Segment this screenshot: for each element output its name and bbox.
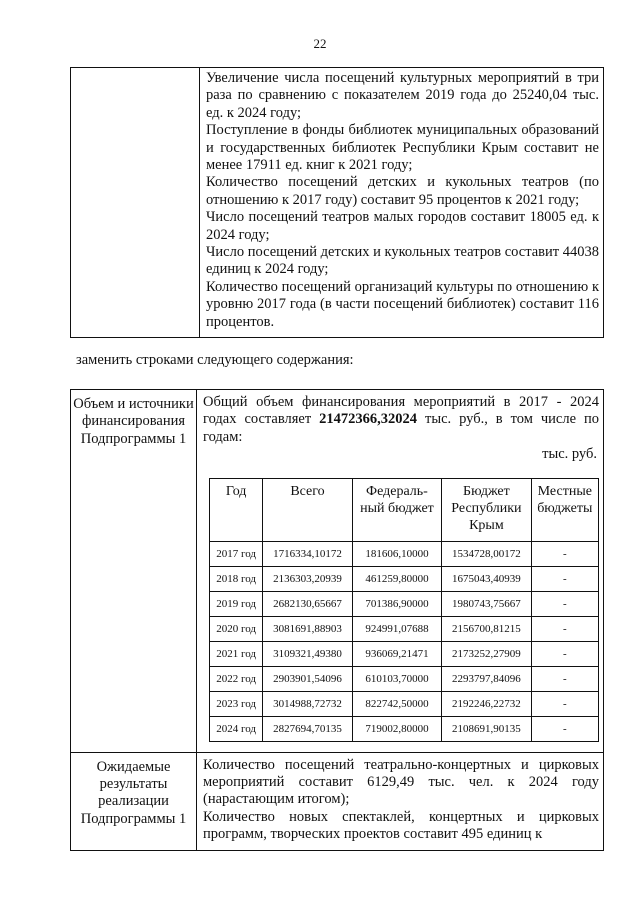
total-cell: 3081691,88903 <box>263 616 352 641</box>
previous-rows-table <box>70 67 604 338</box>
old-result-paragraph: Количество посещений детских и кукольных театров (по отношению к 2017 году) составит 95 процентов к 2021 году; <box>206 174 599 208</box>
local-cell: - <box>531 691 598 716</box>
total-cell: 3109321,49380 <box>263 641 352 666</box>
financing-table-body <box>210 541 599 741</box>
old-result-paragraph: Число посещений театров малых городов составит 18005 ед. к 2024 году; <box>206 209 599 243</box>
local-cell: - <box>531 641 598 666</box>
financing-table <box>209 478 599 742</box>
republic-cell: 2156700,81215 <box>442 616 531 641</box>
table-row <box>210 716 599 741</box>
federal-cell: 719002,80000 <box>352 716 441 741</box>
empty-label-cell <box>71 68 200 338</box>
old-result-paragraph: Увеличение числа посещений культурных мероприятий в три раза по сравнению с показателем 2019 года до 25240,04 тыс. ед. к 2024 году; <box>206 70 599 121</box>
local-cell: - <box>531 591 598 616</box>
local-cell: - <box>531 666 598 691</box>
federal-cell: 822742,50000 <box>352 691 441 716</box>
local-cell: - <box>531 566 598 591</box>
federal-cell: 924991,07688 <box>352 616 441 641</box>
table-row <box>210 641 599 666</box>
total-cell: 2682130,65667 <box>263 591 352 616</box>
financing-cell <box>197 390 604 753</box>
header-local: Местные бюджеты <box>531 478 598 541</box>
local-cell: - <box>531 616 598 641</box>
republic-cell: 1675043,40939 <box>442 566 531 591</box>
financing-label: Объем и источники финансирования Подпрограммы 1 <box>71 390 197 753</box>
table-row <box>210 541 599 566</box>
financing-text-before: Общий объем финансирования мероприятий в 2017 - 2024 годах составляет <box>203 394 599 428</box>
republic-cell: 2293797,84096 <box>442 666 531 691</box>
federal-cell: 610103,70000 <box>352 666 441 691</box>
year-cell: 2017 год <box>210 541 263 566</box>
table-row <box>210 566 599 591</box>
financing-total: 21472366,32024 <box>319 411 418 428</box>
new-rows-table <box>70 389 604 851</box>
old-result-paragraph: Поступление в фонды библиотек муниципальных образований и государственных библиотек Республики Крым составит не менее 17911 ед. книг к 2021 году; <box>206 122 599 174</box>
year-cell: 2024 год <box>210 716 263 741</box>
table-row <box>210 616 599 641</box>
table-row <box>210 591 599 616</box>
header-republic: Бюджет Республики Крым <box>442 478 531 541</box>
result-paragraph: Количество новых спектаклей, концертных и цирковых программ, творческих проектов составит 495 единиц к <box>203 808 599 843</box>
republic-cell: 2108691,90135 <box>442 716 531 741</box>
old-result-paragraph: Количество посещений организаций культуры по отношению к уровню 2017 года (в части посещений библиотек) составит 116 процентов. <box>206 278 599 330</box>
header-year: Год <box>210 478 263 541</box>
expected-results-old-cell <box>200 68 604 338</box>
local-cell: - <box>531 716 598 741</box>
total-cell: 2827694,70135 <box>263 716 352 741</box>
year-cell: 2021 год <box>210 641 263 666</box>
financing-text <box>203 394 599 446</box>
old-result-paragraph: Число посещений детских и кукольных театров составит 44038 единиц к 2024 году; <box>206 244 599 278</box>
table-row <box>210 691 599 716</box>
republic-cell: 2173252,27909 <box>442 641 531 666</box>
result-paragraph: Количество посещений театрально-концертных и цирковых мероприятий составит 6129,49 тыс. чел. к 2024 году (нарастающим итогом); <box>203 756 599 808</box>
total-cell: 3014988,72732 <box>263 691 352 716</box>
total-cell: 2136303,20939 <box>263 566 352 591</box>
year-cell: 2023 год <box>210 691 263 716</box>
year-cell: 2020 год <box>210 616 263 641</box>
republic-cell: 1980743,75667 <box>442 591 531 616</box>
financing-text-after: тыс. руб., в том числе по годам: <box>203 411 599 445</box>
financing-unit: тыс. руб. <box>542 446 597 463</box>
replacement-intro: заменить строками следующего содержания: <box>76 352 354 368</box>
year-cell: 2018 год <box>210 566 263 591</box>
local-cell: - <box>531 541 598 566</box>
results-label: Ожидаемые результаты реализации Подпрограммы 1 <box>71 752 197 850</box>
republic-cell: 1534728,00172 <box>442 541 531 566</box>
republic-cell: 2192246,22732 <box>442 691 531 716</box>
federal-cell: 461259,80000 <box>352 566 441 591</box>
financing-table-header <box>210 478 599 541</box>
federal-cell: 936069,21471 <box>352 641 441 666</box>
total-cell: 2903901,54096 <box>263 666 352 691</box>
table-row <box>210 666 599 691</box>
page-number: 22 <box>313 36 327 51</box>
federal-cell: 701386,90000 <box>352 591 441 616</box>
year-cell: 2022 год <box>210 666 263 691</box>
total-cell: 1716334,10172 <box>263 541 352 566</box>
year-cell: 2019 год <box>210 591 263 616</box>
federal-cell: 181606,10000 <box>352 541 441 566</box>
results-cell <box>197 752 604 850</box>
header-federal: Федераль-ный бюджет <box>352 478 441 541</box>
header-total: Всего <box>263 478 352 541</box>
